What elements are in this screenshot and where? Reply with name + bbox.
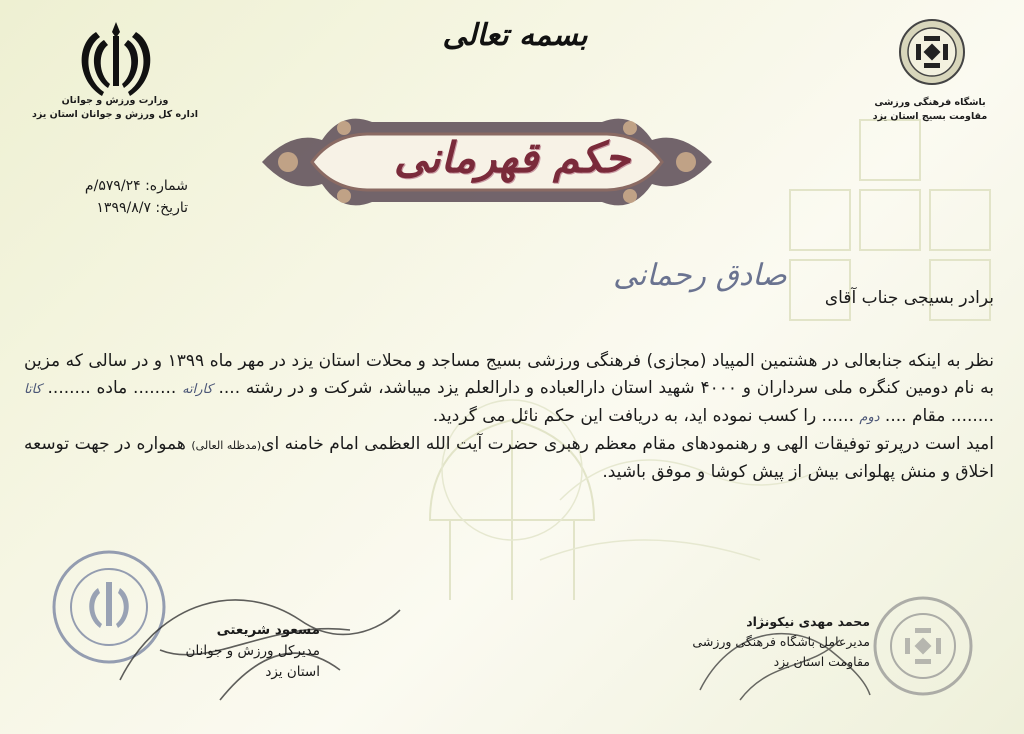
- right-signatory-name: محمد مهدی نیکونژاد: [746, 614, 870, 629]
- certificate-title: حکم قهرمانی: [393, 133, 631, 182]
- date-label: تاریخ:: [155, 200, 188, 216]
- iran-emblem-icon: [72, 18, 160, 100]
- recipient-salutation: برادر بسیجی جناب آقای: [824, 288, 994, 308]
- right-signatory: [690, 612, 870, 672]
- number-value: ۵۷۹/۲۴/م: [84, 178, 141, 194]
- letter-date: [58, 197, 188, 219]
- body-text: ...... را کسب نموده اید، به دریافت این حکم نائل می گردید.: [432, 406, 854, 426]
- invocation-text: بسمه تعالی: [442, 18, 588, 53]
- club-line-2: مقاومت بسیج استان یزد: [872, 111, 988, 122]
- honorific: (مدظله العالی): [191, 439, 262, 452]
- left-signatory: [180, 620, 320, 683]
- ministry-line-2: اداره کل ورزش و جوانان استان یزد: [32, 109, 198, 120]
- letter-number: [58, 175, 188, 197]
- body-text: نظر به اینکه جنابعالی در هشتمین المپیاد (مجازی) فرهنگی ورزشی بسیج مساجد و محلات استان یزد در مهر ماه ۱۳۹۹ و در سالی که مزین به نام دومین کنگره ملی سرداران و ۴۰۰۰ شهید استان دارالعباده و دارالعلم یزد میباشد، شرکت و در رشته ....: [24, 351, 994, 398]
- field-rank: دوم: [859, 410, 880, 425]
- body-text: ........ ماده ........: [47, 378, 177, 398]
- date-value: ۱۳۹۹/۸/۷: [96, 200, 151, 216]
- left-signatory-name: مسعود شریعتی: [216, 622, 320, 638]
- left-signatory-title: مدیرکل ورزش و جوانان: [185, 643, 320, 659]
- ministry-line-1: وزارت ورزش و جوانان: [61, 95, 169, 106]
- body-text: همواره در جهت توسعه اخلاق و منش پهلوانی بیش از پیش کوشا و موفق باشید.: [24, 434, 994, 482]
- ministry-name: [30, 94, 200, 122]
- right-signatory-title-2: مقاومت استان یزد: [773, 654, 870, 669]
- club-line-1: باشگاه فرهنگی ورزشی: [874, 97, 986, 108]
- body-paragraph-1: [24, 348, 994, 431]
- body-text: ........ مقام ....: [884, 406, 994, 426]
- club-stamp-icon: [872, 595, 974, 697]
- certificate-body: [24, 348, 994, 486]
- number-label: شماره:: [145, 178, 188, 194]
- body-text: امید است درپرتو توفیقات الهی و رهنمودهای مقام معظم رهبری حضرت آیت الله العظمی امام خامنه ای: [261, 434, 994, 454]
- club-seal-icon: [898, 18, 966, 86]
- right-signatory-title: مدیرعامل باشگاه فرهنگی ورزشی: [692, 634, 870, 649]
- body-paragraph-2: [24, 431, 994, 486]
- field-item: کاتا: [24, 382, 42, 397]
- left-signatory-title-2: استان یزد: [265, 664, 320, 680]
- club-name: [860, 96, 1000, 124]
- field-sport: کاراته: [182, 382, 213, 397]
- recipient-handwritten-name: صادق رحمانی: [613, 258, 787, 293]
